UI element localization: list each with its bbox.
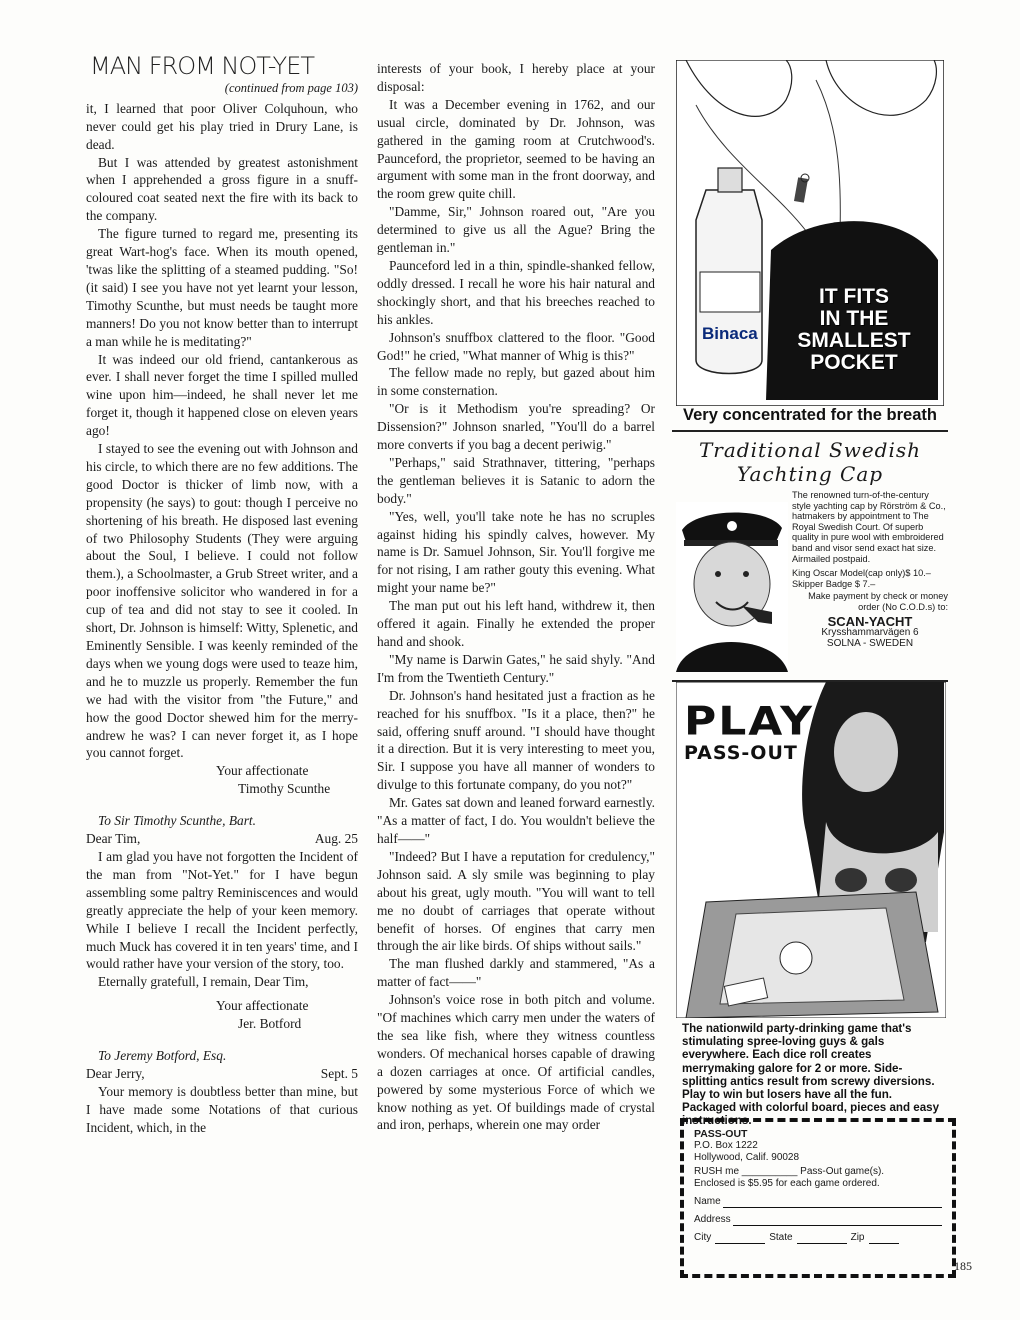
paragraph: I am glad you have not forgotten the Incident of the man from "Not-Yet." for I have begun assembling some paltry Reminiscences and would greatly appreciate the help of your keen memory. While I believe I recall the Incident perfectly, much Muck has covered it in ten years' time, and I would rather have your version of the story, too. xyxy=(86,848,358,972)
signature-name: Jer. Botford xyxy=(238,1016,302,1032)
headline-line: SMALLEST xyxy=(797,329,911,352)
field-label: City xyxy=(694,1232,712,1243)
paragraph: "Yes, well, you'll take note he has no scruples against hiding his spindly calves, however. My name is Dr. Samuel Johnson, Sir. You'll forgive me for not rising, I am rather gouty this evening. What might your name be?" xyxy=(377,508,655,596)
paragraph: "Indeed? But I have a reputation for credulency," Johnson said. A sly smile was beginning to play about his great, ugly mouth. "You will want to tell me no doubt of carriages that operate without benefit of horses. Of engines that carry men through the air like birds. Of ships without sails." xyxy=(377,848,655,954)
paragraph: It was indeed our old friend, cantankerous as ever. I shall never forget the time I spilled mulled wine upon him—indeed, he shall never let me forget it, though it happened close on eleven years ago! xyxy=(86,351,358,439)
coupon-name-field[interactable] xyxy=(694,1196,942,1208)
article-headline: MAN FROM NOT-YET xyxy=(90,52,315,80)
letter-dateline xyxy=(86,1065,358,1083)
coupon-rush-line: RUSH me __________ Pass-Out game(s). xyxy=(694,1166,885,1177)
paragraph: Your memory is doubtless better than mine, but I have made some Notations of that curious Incident, which, in the xyxy=(86,1083,358,1135)
paragraph: It was a December evening in 1762, and our usual circle, dominated by Dr. Johnson, was gathered in the gaming room at Crutchwood's. Paunceford, the proprietor, seemed to be having an argument with some man in the front doorway, and the room grew quite chill. xyxy=(377,96,655,202)
paragraph: Paunceford led in a thin, spindle-shanked fellow, oddly dressed. I recall he wore his hair natural and shockingly short, and that his breeches reached to his ankles. xyxy=(377,257,655,327)
company-name: SCAN-YACHT xyxy=(827,613,913,629)
paragraph: "Perhaps," said Strathnaver, tittering, "perhaps the gentleman believes it is Satanic to adorn the body." xyxy=(377,454,655,506)
signature-closing: Your affectionate xyxy=(216,763,309,779)
article-column-2 xyxy=(377,60,655,1134)
letter-date: Sept. 5 xyxy=(320,1065,358,1081)
field-label: Address xyxy=(694,1214,731,1225)
coupon-company: PASS-OUT xyxy=(694,1128,748,1140)
coupon-address: Hollywood, Calif. 90028 xyxy=(694,1152,800,1163)
paragraph: Mr. Gates sat down and leaned forward earnestly. "As a matter of fact, I do. You wouldn't believe the half——" xyxy=(377,795,655,846)
binaca-tagline: Very concentrated for the breath xyxy=(683,406,937,424)
coupon-city-state-zip[interactable] xyxy=(694,1232,942,1244)
yacht-ad-copy xyxy=(792,490,948,649)
play-wordmark: PLAY xyxy=(684,698,814,745)
paragraph: Johnson's snuffbox clattered to the floor. "Good God!" he cried, "What manner of Whig is this?" xyxy=(377,329,655,363)
coupon-address-field[interactable] xyxy=(694,1214,942,1226)
address-line: Krysshammarvägen 6 xyxy=(821,627,919,639)
paragraph: The fellow made no reply, but gazed about him in some consternation. xyxy=(377,365,655,399)
signature-closing: Your affectionate xyxy=(216,998,309,1014)
yacht-ad-title xyxy=(672,438,948,486)
headline-line: POCKET xyxy=(810,351,898,374)
field-label: State xyxy=(769,1232,793,1243)
continued-note: (continued from page 103) xyxy=(224,80,358,95)
letter-dateline xyxy=(86,830,358,848)
letter-date: Aug. 25 xyxy=(314,831,358,847)
pass-out-ad xyxy=(672,678,948,1290)
paragraph: The man flushed darkly and stammered, "As a matter of fact——" xyxy=(377,956,655,990)
paragraph: "Damme, Sir," Johnson roared out, "Are you determined to give us all the Ague? Bring the gentleman in." xyxy=(377,204,655,256)
order-coupon[interactable] xyxy=(680,1118,956,1278)
coupon-enclosed-line: Enclosed is $5.95 for each game ordered. xyxy=(694,1178,880,1189)
yacht-description: The renowned turn-of-the-century style yachting cap by Rörström & Co., hatmakers by appointment to The Royal Swedish Court. Of superb quality in pure wool with embroidered band and visor send exact hat size. Airmailed postpaid. xyxy=(792,490,946,564)
paragraph: Eternally gratefull, I remain, Dear Tim, xyxy=(98,974,309,990)
pass-out-copy: The nationwild party-drinking game that's stimulating spree-loving guys & gals everywhere. Each dice roll creates merrymaking galore for 2 or more. Side-splitting antics result from screwy diversions. Play to win but losers have all the fun. Packaged with colorful board, pieces and easy instructions. xyxy=(682,1022,940,1128)
salutation: Dear Tim, xyxy=(86,831,141,847)
binaca-headline xyxy=(764,286,944,374)
pass-out-wordmark: PASS-OUT xyxy=(684,742,798,764)
price-line: King Oscar Model(cap only)$ 10.– xyxy=(792,568,931,579)
binaca-brand: Binaca xyxy=(702,324,758,343)
binaca-ad xyxy=(672,60,948,430)
paragraph: it, I learned that poor Oliver Colquhoun, who never could get his play tried in Drury Lane, is dead. xyxy=(86,100,358,152)
field-label: Zip xyxy=(850,1232,865,1243)
field-label: Name xyxy=(694,1196,721,1207)
coupon-address: P.O. Box 1222 xyxy=(694,1140,758,1151)
signature-name: Timothy Scunthe xyxy=(238,781,331,797)
letter-address: To Sir Timothy Scunthe, Bart. xyxy=(98,813,256,829)
paragraph: I stayed to see the evening out with Johnson and his circle, to which there are no few additions. The good Doctor is thicker of limb now, with a propensity (he says) to gout: though I perceive no shortening of his breath. He disposed last evening of two Philosophy Students (They were arguing about the Soul, I believe. I could not follow them.), a Schoolmaster, a Grub Street writer, and a poor inoffensive solicitor who wandered in for a cup of tea and did not stay to see it cooled. In short, Dr. Johnson is himself: Witty, Splenetic, and Eminently Sensible. I was keenly reminded of the days when we young dogs were used to teaze him, and he to muzzle us properly. Remember the fun we had with the visitor from "the Future," and how the good Doctor shewed him for the merry-andrew he was? I can never forget it, as I hope you cannot forget. xyxy=(86,441,358,761)
paragraph: The figure turned to regard me, presenting its great Wart-hog's face. When its mouth opened, 'twas like the splitting of a steamed pudding. "So! (it said) I see you have not yet learnt your lesson, Timothy Scunthe, but must needs be taught more manners! Do you not know better than to interrupt a man while he is meditating?" xyxy=(86,226,358,349)
paragraph: interests of your book, I hereby place at your disposal: xyxy=(377,61,655,94)
page-number: 185 xyxy=(954,1259,972,1273)
headline-line: IT FITS xyxy=(819,285,889,308)
paragraph: "Or is it Methodism you're spreading? Or Dissension?" Johnson snarled, "You'll do a barrel more converts if you bag a decent periwig." xyxy=(377,401,655,453)
paragraph: But I was attended by greatest astonishment when I apprehended a gross figure in a snuff-coloured coat seated next the fire with its back to the company. xyxy=(86,154,358,224)
salutation: Dear Jerry, xyxy=(86,1065,145,1081)
yachting-cap-ad xyxy=(672,430,948,682)
article-column-1 xyxy=(86,52,358,1137)
paragraph: Johnson's voice rose in both pitch and volume. "Of machines which carry men under the waters of the sea like fish, where they witness countless wonders. Of mechanical horses capable of drawing a dozen carriages at once. Of artificial candles, powered by some mysterious Force of which we know nothing as yet. Of buildings made of crystal and iron, perhaps, wherein one may order xyxy=(377,992,655,1133)
man-with-cap-photo xyxy=(676,502,788,672)
payment-note: Make payment by check or money order (No C.O.D.s) to: xyxy=(808,591,948,612)
title-line: Traditional Swedish xyxy=(698,438,922,462)
title-line: Yachting Cap xyxy=(736,462,884,486)
paragraph: The man put out his left hand, withdrew it, then offered it again. Finally he extended the proper hand and shook. xyxy=(377,598,655,649)
headline-line: IN THE xyxy=(819,307,889,330)
address-line: SOLNA - SWEDEN xyxy=(826,638,914,650)
price-line: Skipper Badge $ 7.– xyxy=(792,578,876,589)
paragraph: Dr. Johnson's hand hesitated just a fraction as he reached for his snuffbox. "Is it a place, then?" he said, offering snuff around. "I should have thought it a direction. But it is very interesting to meet you, Sir. I suppose you have all manner of wonders to divulge to this fortunate company, do you not?" xyxy=(377,687,655,793)
paragraph: "My name is Darwin Gates," he said shyly. "And I'm from the Twentieth Century." xyxy=(377,651,655,685)
letter-address: To Jeremy Botford, Esq. xyxy=(98,1048,227,1064)
